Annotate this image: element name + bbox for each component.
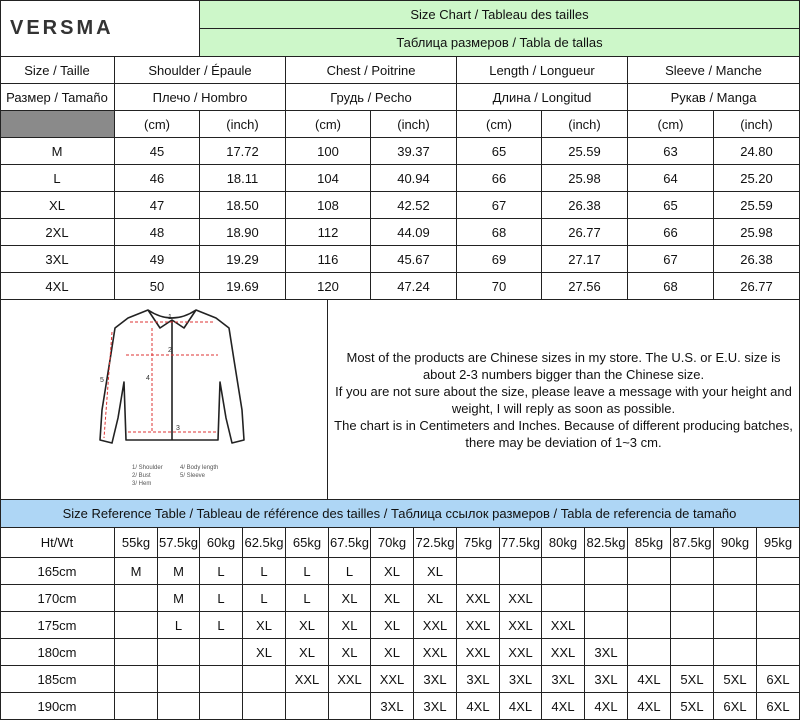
table-cell: 17.72 xyxy=(200,138,286,165)
reference-cell xyxy=(628,612,671,639)
reference-cell xyxy=(542,558,585,585)
reference-cell: 4XL xyxy=(628,666,671,693)
table-cell: 25.59 xyxy=(542,138,628,165)
column-header: Sleeve / Manche xyxy=(628,57,800,84)
reference-cell xyxy=(115,585,158,612)
reference-cell: XXL xyxy=(414,612,457,639)
reference-cell: 3XL xyxy=(542,666,585,693)
weight-header: 90kg xyxy=(714,528,757,558)
table-cell: 18.11 xyxy=(200,165,286,192)
column-header-secondary: Размер / Tamaño xyxy=(0,84,115,111)
table-cell: 70 xyxy=(457,273,542,300)
reference-cell: XL xyxy=(329,612,371,639)
note-line: about 2-3 numbers bigger than the Chinese size. xyxy=(422,366,705,382)
weight-header: 62.5kg xyxy=(243,528,286,558)
reference-cell: XL xyxy=(286,612,329,639)
height-label: 180cm xyxy=(0,639,115,666)
reference-cell: 3XL xyxy=(585,666,628,693)
reference-cell xyxy=(115,639,158,666)
weight-header: 60kg xyxy=(200,528,243,558)
reference-cell xyxy=(585,585,628,612)
reference-cell: L xyxy=(200,612,243,639)
reference-cell: L xyxy=(158,612,200,639)
reference-table-title: Size Reference Table / Tableau de référence des tailles / Таблица ссылок размеров / Tabla de referencia de tamaño xyxy=(0,500,800,528)
table-cell: 47.24 xyxy=(371,273,457,300)
diagram-legend-shoulder: 1/ Shoulder xyxy=(132,465,163,471)
table-cell: 19.69 xyxy=(200,273,286,300)
note-line: Most of the products are Chinese sizes in my store. The U.S. or E.U. size is xyxy=(346,349,781,365)
reference-cell xyxy=(457,558,500,585)
table-cell: 104 xyxy=(286,165,371,192)
reference-cell: L xyxy=(286,585,329,612)
reference-cell xyxy=(714,639,757,666)
reference-cell: XL xyxy=(286,639,329,666)
table-cell: 42.52 xyxy=(371,192,457,219)
reference-cell: XL xyxy=(371,558,414,585)
reference-cell xyxy=(757,639,800,666)
reference-cell xyxy=(243,666,286,693)
reference-cell: XXL xyxy=(542,639,585,666)
height-label: 185cm xyxy=(0,666,115,693)
size-label: L xyxy=(0,165,115,192)
table-cell: 46 xyxy=(115,165,200,192)
table-cell: 40.94 xyxy=(371,165,457,192)
table-cell: 67 xyxy=(628,246,714,273)
column-header-secondary: Плечо / Hombro xyxy=(115,84,286,111)
table-cell: 18.90 xyxy=(200,219,286,246)
size-label: 2XL xyxy=(0,219,115,246)
reference-cell xyxy=(671,612,714,639)
reference-cell: XXL xyxy=(329,666,371,693)
table-cell: 24.80 xyxy=(714,138,800,165)
table-cell: 25.98 xyxy=(714,219,800,246)
reference-cell: XL xyxy=(414,558,457,585)
column-header: Shoulder / Épaule xyxy=(115,57,286,84)
reference-cell xyxy=(585,612,628,639)
unit-header: (cm) xyxy=(286,111,371,138)
diagram-mark-3: 3 xyxy=(176,425,180,432)
reference-cell: L xyxy=(200,558,243,585)
table-cell: 19.29 xyxy=(200,246,286,273)
table-cell: 49 xyxy=(115,246,200,273)
reference-cell: XXL xyxy=(500,585,542,612)
table-cell: 26.77 xyxy=(714,273,800,300)
size-label: 3XL xyxy=(0,246,115,273)
column-header: Chest / Poitrine xyxy=(286,57,457,84)
reference-cell xyxy=(286,693,329,720)
unit-header: (cm) xyxy=(457,111,542,138)
reference-cell: XL xyxy=(371,612,414,639)
reference-cell: L xyxy=(286,558,329,585)
reference-cell: XXL xyxy=(500,612,542,639)
table-cell: 67 xyxy=(457,192,542,219)
diagram-mark-5: 5 xyxy=(100,377,104,384)
height-label: 190cm xyxy=(0,693,115,720)
reference-cell xyxy=(628,585,671,612)
reference-cell: XXL xyxy=(286,666,329,693)
reference-cell: 3XL xyxy=(371,693,414,720)
diagram-legend-sleeve: 5/ Sleeve xyxy=(180,473,206,479)
column-header-secondary: Грудь / Pecho xyxy=(286,84,457,111)
reference-cell: M xyxy=(158,558,200,585)
reference-cell: 3XL xyxy=(500,666,542,693)
unit-header: (inch) xyxy=(542,111,628,138)
diagram-mark-2: 2 xyxy=(168,347,172,354)
table-cell: 66 xyxy=(628,219,714,246)
table-cell: 65 xyxy=(628,192,714,219)
height-label: 165cm xyxy=(0,558,115,585)
chart-title-secondary: Таблица размеров / Tabla de tallas xyxy=(200,29,800,57)
weight-header: 95kg xyxy=(757,528,800,558)
reference-cell xyxy=(585,558,628,585)
table-cell: 112 xyxy=(286,219,371,246)
reference-cell xyxy=(158,693,200,720)
reference-cell: XXL xyxy=(457,612,500,639)
reference-cell xyxy=(628,558,671,585)
table-cell: 65 xyxy=(457,138,542,165)
weight-header: 80kg xyxy=(542,528,585,558)
diagram-mark-4: 4 xyxy=(146,375,150,382)
reference-cell xyxy=(757,585,800,612)
column-header: Length / Longueur xyxy=(457,57,628,84)
reference-cell xyxy=(757,558,800,585)
table-cell: 39.37 xyxy=(371,138,457,165)
height-label: 170cm xyxy=(0,585,115,612)
table-cell: 25.20 xyxy=(714,165,800,192)
table-cell: 26.38 xyxy=(542,192,628,219)
unit-header: (inch) xyxy=(371,111,457,138)
table-cell: 100 xyxy=(286,138,371,165)
reference-cell: XXL xyxy=(371,666,414,693)
diagram-legend-bust: 2/ Bust xyxy=(132,473,151,479)
table-cell: 45.67 xyxy=(371,246,457,273)
note-line: there may be deviation of 1~3 cm. xyxy=(465,434,662,450)
size-label: M xyxy=(0,138,115,165)
size-notes xyxy=(328,300,800,500)
reference-cell: XL xyxy=(329,585,371,612)
column-header-secondary: Длина / Longitud xyxy=(457,84,628,111)
table-cell: 18.50 xyxy=(200,192,286,219)
reference-cell xyxy=(671,585,714,612)
reference-cell: L xyxy=(329,558,371,585)
reference-cell: 6XL xyxy=(714,693,757,720)
table-cell: 27.17 xyxy=(542,246,628,273)
reference-cell: 3XL xyxy=(414,666,457,693)
reference-cell: XXL xyxy=(414,639,457,666)
reference-cell xyxy=(200,666,243,693)
weight-header: 75kg xyxy=(457,528,500,558)
table-cell: 25.98 xyxy=(542,165,628,192)
shirt-measurement-icon xyxy=(0,300,328,500)
reference-cell: XXL xyxy=(457,585,500,612)
reference-cell: XXL xyxy=(542,612,585,639)
table-cell: 68 xyxy=(457,219,542,246)
reference-cell: 3XL xyxy=(414,693,457,720)
reference-cell: L xyxy=(243,558,286,585)
reference-cell: 6XL xyxy=(757,666,800,693)
reference-cell xyxy=(329,693,371,720)
reference-cell: XL xyxy=(414,585,457,612)
table-cell: 68 xyxy=(628,273,714,300)
weight-header: 57.5kg xyxy=(158,528,200,558)
garment-diagram xyxy=(0,300,328,500)
size-label: 4XL xyxy=(0,273,115,300)
reference-cell xyxy=(243,693,286,720)
reference-cell xyxy=(671,639,714,666)
reference-cell xyxy=(200,639,243,666)
weight-header: 72.5kg xyxy=(414,528,457,558)
reference-cell: XL xyxy=(329,639,371,666)
reference-cell: XL xyxy=(243,612,286,639)
reference-cell xyxy=(158,666,200,693)
diagram-legend-length: 4/ Body length xyxy=(180,465,219,471)
reference-cell xyxy=(714,558,757,585)
weight-header: 85kg xyxy=(628,528,671,558)
table-cell: 116 xyxy=(286,246,371,273)
reference-cell: XXL xyxy=(500,639,542,666)
table-cell: 25.59 xyxy=(714,192,800,219)
diagram-legend-hem: 3/ Hem xyxy=(132,481,152,487)
reference-cell xyxy=(115,612,158,639)
reference-cell xyxy=(115,693,158,720)
table-cell: 66 xyxy=(457,165,542,192)
table-cell: 50 xyxy=(115,273,200,300)
table-cell: 120 xyxy=(286,273,371,300)
reference-corner: Ht/Wt xyxy=(0,528,115,558)
reference-cell: 3XL xyxy=(457,666,500,693)
note-line: weight, I will reply as soon as possible. xyxy=(451,400,676,416)
reference-cell xyxy=(542,585,585,612)
weight-header: 70kg xyxy=(371,528,414,558)
weight-header: 55kg xyxy=(115,528,158,558)
table-cell: 26.38 xyxy=(714,246,800,273)
reference-cell: L xyxy=(243,585,286,612)
size-label: XL xyxy=(0,192,115,219)
reference-cell: 4XL xyxy=(585,693,628,720)
brand-logo: VERSMA xyxy=(0,0,200,57)
weight-header: 82.5kg xyxy=(585,528,628,558)
unit-header: (inch) xyxy=(714,111,800,138)
table-cell: 108 xyxy=(286,192,371,219)
unit-header-blank xyxy=(0,111,115,138)
weight-header: 87.5kg xyxy=(671,528,714,558)
reference-cell: 4XL xyxy=(628,693,671,720)
column-header: Size / Taille xyxy=(0,57,115,84)
unit-header: (inch) xyxy=(200,111,286,138)
reference-cell: XL xyxy=(371,585,414,612)
reference-cell: 5XL xyxy=(671,693,714,720)
reference-cell: M xyxy=(115,558,158,585)
reference-cell: XXL xyxy=(457,639,500,666)
reference-cell: 4XL xyxy=(500,693,542,720)
reference-cell xyxy=(158,639,200,666)
table-cell: 27.56 xyxy=(542,273,628,300)
note-line: If you are not sure about the size, please leave a message with your height and xyxy=(335,383,792,399)
reference-cell: 5XL xyxy=(714,666,757,693)
reference-cell: XL xyxy=(371,639,414,666)
weight-header: 65kg xyxy=(286,528,329,558)
table-cell: 47 xyxy=(115,192,200,219)
reference-cell: 6XL xyxy=(757,693,800,720)
reference-cell: 5XL xyxy=(671,666,714,693)
reference-cell: 4XL xyxy=(542,693,585,720)
table-cell: 26.77 xyxy=(542,219,628,246)
reference-cell: 4XL xyxy=(457,693,500,720)
table-cell: 64 xyxy=(628,165,714,192)
reference-cell xyxy=(500,558,542,585)
reference-cell: XL xyxy=(243,639,286,666)
table-cell: 45 xyxy=(115,138,200,165)
reference-cell xyxy=(671,558,714,585)
table-cell: 48 xyxy=(115,219,200,246)
reference-cell xyxy=(714,612,757,639)
table-cell: 63 xyxy=(628,138,714,165)
reference-cell: M xyxy=(158,585,200,612)
reference-cell: L xyxy=(200,585,243,612)
unit-header: (cm) xyxy=(115,111,200,138)
unit-header: (cm) xyxy=(628,111,714,138)
table-cell: 69 xyxy=(457,246,542,273)
reference-cell xyxy=(714,585,757,612)
column-header-secondary: Рукав / Manga xyxy=(628,84,800,111)
chart-title: Size Chart / Tableau des tailles xyxy=(200,0,800,29)
height-label: 175cm xyxy=(0,612,115,639)
table-cell: 44.09 xyxy=(371,219,457,246)
weight-header: 77.5kg xyxy=(500,528,542,558)
reference-cell xyxy=(115,666,158,693)
reference-cell xyxy=(200,693,243,720)
reference-cell xyxy=(628,639,671,666)
reference-cell: 3XL xyxy=(585,639,628,666)
diagram-mark-1: 1 xyxy=(168,314,172,321)
weight-header: 67.5kg xyxy=(329,528,371,558)
note-line: The chart is in Centimeters and Inches. Because of different producing batches, xyxy=(334,417,793,433)
reference-cell xyxy=(757,612,800,639)
